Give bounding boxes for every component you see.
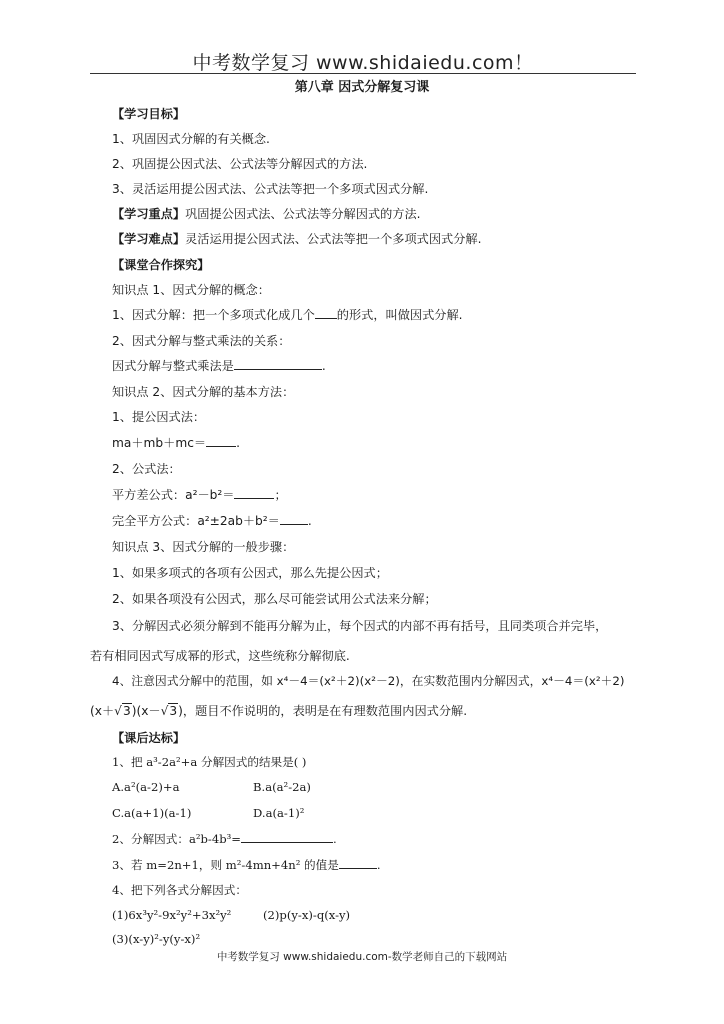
method-1-end: . [236,436,240,450]
fill-blank [234,358,322,370]
perfect-square-end: . [307,514,312,528]
fill-blank [241,831,333,843]
page-header: 中考数学复习 www.shidaiedu.com！ [192,52,534,74]
key-point-text: 巩固提公因式法、公式法等分解因式的方法. [185,207,421,221]
key-point-line [112,206,421,222]
step-3-line-1: 3、分解因式必须分解到不能再分解为止，每个因式的内部不再有括号，且同类项合并完毕， [112,619,608,633]
relation-line [112,358,326,374]
sqrt-symbol: √3 [114,704,131,718]
knowledge-2-title: 知识点 2、因式分解的基本方法： [112,385,295,399]
perfect-square-expr: a²±2ab＋b²＝ [197,514,280,528]
fill-blank [234,487,274,499]
header-divider [90,73,636,74]
definition-text-b: 的形式，叫做因式分解. [336,308,463,322]
step-1: 1、如果多项式的各项有公因式，那么先提公因式； [112,566,388,580]
question-2 [112,831,337,847]
perfect-square-line [112,513,312,529]
sqrt-value: 3 [169,704,178,718]
step-4-line-1: 4、注意因式分解中的范围，如 x⁴－4＝(x²＋2)(x²－2)，在实数范围内分解因式，x⁴－4＝(x²＋2) [112,674,625,688]
question-4-item-2: (2)p(y-x)-q(x-y) [263,908,351,922]
goal-item: 3、灵活运用提公因式法、公式法等把一个多项式因式分解. [112,182,429,196]
question-3 [112,857,381,873]
fill-blank [280,513,308,525]
step-4-text-a: (x＋ [90,704,115,718]
square-diff-expr: a²－b²＝ [185,488,235,502]
method-1-expr: ma＋mb＋mc＝ [112,436,207,450]
difficulty-text: 灵活运用提公因式法、公式法等把一个多项式因式分解. [185,232,482,246]
knowledge-1-title: 知识点 1、因式分解的概念： [112,283,270,297]
step-4-text-b: )(x－ [131,704,161,718]
square-diff-label: 平方差公式： [112,488,186,502]
step-2: 2、如果各项没有公因式，那么尽可能尝试用公式法来分解； [112,592,437,606]
method-1-expr-line [112,435,240,451]
question-4: 4、把下列各式分解因式： [112,883,247,897]
perfect-square-label: 完全平方公式： [112,514,198,528]
goals-heading: 【学习目标】 [112,107,186,121]
question-4-item-3: (3)(x-y)²-y(y-x)² [112,932,201,946]
relation-text: 因式分解与整式乘法是 [112,359,234,373]
question-3-text: 3、若 m=2n+1，则 m²-4mn+4n² 的值是 [112,858,339,872]
definition-text-a: 1、因式分解：把一个多项式化成几个 [112,308,315,322]
definition-line [112,307,463,323]
fill-blank [206,435,236,447]
question-2-end: . [333,832,337,846]
step-4-text-c: )，题目不作说明的，表明是在有理数范围内因式分解. [178,704,468,718]
option-c: C.a(a+1)(a-1) [112,806,192,820]
question-4-item-1: (1)6x³y²-9x²y²+3x²y² [112,908,232,922]
square-diff-end: ； [274,488,287,502]
relation-title: 2、因式分解与整式乘法的关系： [112,334,291,348]
key-point-label: 【学习重点】 [112,207,186,221]
step-3-line-2: 若有相同因式写成幂的形式，这些统称分解彻底. [90,649,350,663]
goal-item: 1、巩固因式分解的有关概念. [112,132,270,146]
difficulty-label: 【学习难点】 [112,232,186,246]
fill-blank [339,857,377,869]
page-footer: 中考数学复习 www.shidaiedu.com-数学老师自己的下载网站 [216,951,508,963]
option-d: D.a(a-1)² [253,806,305,820]
knowledge-3-title: 知识点 3、因式分解的一般步骤： [112,540,295,554]
relation-end: . [321,359,326,373]
square-diff-line [112,487,287,503]
after-heading: 【课后达标】 [112,731,186,745]
method-2-title: 2、公式法： [112,462,181,476]
step-4-line-2 [90,703,467,719]
explore-heading: 【课堂合作探究】 [112,258,210,272]
question-2-text: 2、分解因式：a²b-4b³= [112,832,241,846]
page-title: 第八章 因式分解复习课 [294,80,430,95]
method-1-title: 1、提公因式法： [112,410,206,424]
option-a: A.a²(a-2)+a [112,780,180,794]
goal-item: 2、巩固提公因式法、公式法等分解因式的方法. [112,157,368,171]
sqrt-symbol: √3 [160,704,178,718]
question-1: 1、把 a³-2a²+a 分解因式的结果是( ) [112,755,307,769]
question-3-end: . [376,858,381,872]
sqrt-value: 3 [122,704,131,718]
fill-blank [315,307,337,319]
difficulty-line [112,231,482,247]
option-b: B.a(a²-2a) [253,780,311,794]
